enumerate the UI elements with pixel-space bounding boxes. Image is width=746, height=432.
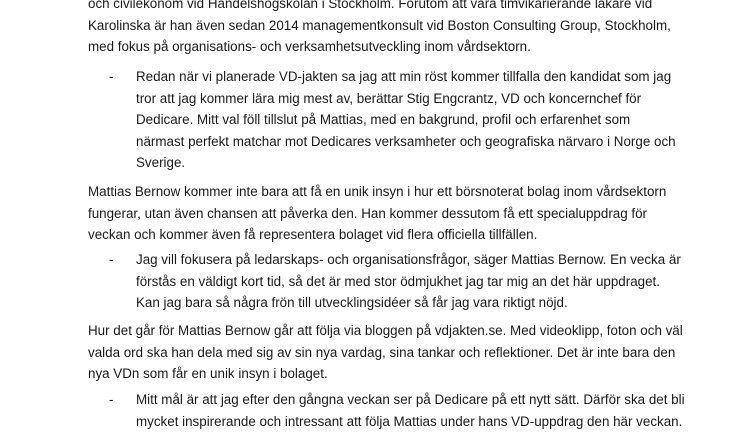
body-paragraph — [88, 320, 683, 385]
text-line: Redan när vi planerade VD-jakten sa jag att min röst kommer tillfalla den kandidat som jag — [136, 66, 676, 88]
text-line: Dedicare. Mitt val föll tillslut på Mattias, med en bakgrund, profil och erfarenhet som — [136, 109, 676, 131]
text-line: mycket inspirerande och intressant att följa Mattias under hans VD-uppdrag den här veckan. — [136, 411, 685, 432]
text-line: fungerar, utan även chansen att påverka den. Han kommer dessutom få ett specialuppdrag för — [88, 203, 666, 225]
text-line: Jag vill fokusera på ledarskaps- och organisationsfrågor, säger Mattias Bernow. En vecka är — [136, 249, 681, 271]
text-line: närmast perfekt matchar mot Dedicares verksamheter och geografiska närvaro i Norge och — [136, 131, 676, 153]
text-line: Sverige. — [136, 152, 676, 174]
bullet-dash: - — [109, 66, 113, 88]
body-paragraph — [88, 181, 666, 246]
bullet-dash: - — [109, 389, 113, 411]
quote-text — [136, 249, 681, 314]
body-paragraph — [88, 0, 671, 58]
quote-text — [136, 389, 685, 432]
text-line: Kan jag bara så några frön till utvecklingsidéer så får jag vara riktigt nöjd. — [136, 292, 681, 314]
bullet-dash: - — [109, 249, 113, 271]
text-line: Hur det går för Mattias Bernow går att följa via bloggen på vdjakten.se. Med videoklipp, foton och väl — [88, 320, 683, 342]
text-line: Mitt mål är att jag efter den gångna veckan ser på Dedicare på ett nytt sätt. Därför ska det bli — [136, 389, 685, 411]
text-line: Karolinska är han även sedan 2014 managementkonsult vid Boston Consulting Group, Stockholm, — [88, 15, 671, 37]
quote-text — [136, 66, 676, 174]
text-line: veckan och kommer även få representera bolaget vid flera officiella tillfällen. — [88, 224, 666, 246]
text-line: tror att jag kommer lära mig mest av, berättar Stig Engcrantz, VD och koncernchef för — [136, 88, 676, 110]
text-line: med fokus på organisations- och verksamhetsutveckling inom vårdsektorn. — [88, 36, 671, 58]
text-line: Mattias Bernow kommer inte bara att få en unik insyn i hur ett börsnoterat bolag inom vårdsektorn — [88, 181, 666, 203]
text-line: och civilekonom vid Handelshögskolan i Stockholm. Förutom att vara timvikarierande läkare vid — [88, 0, 671, 15]
text-line: nya VDn som får en unik insyn i bolaget. — [88, 363, 683, 385]
text-line: valda ord ska han dela med sig av sin nya vardag, sina tankar och reflektioner. Det är inte bara den — [88, 342, 683, 364]
text-line: förstås en väldigt kort tid, så det är med stor ödmjukhet jag tar mig an det här uppdraget. — [136, 271, 681, 293]
